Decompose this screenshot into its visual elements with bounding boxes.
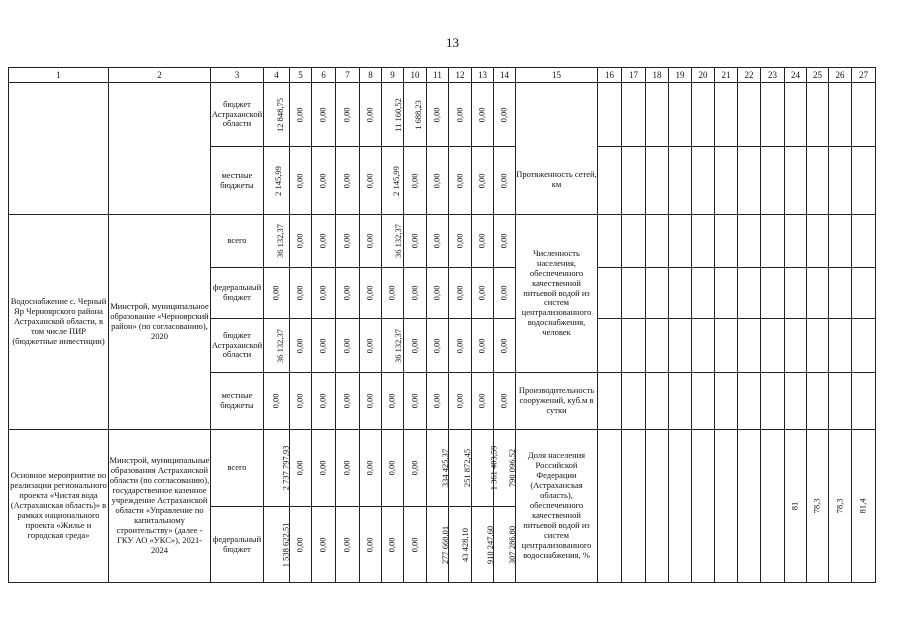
empty-cell	[738, 373, 761, 430]
col-header: 4	[264, 68, 290, 83]
indicator-cell: Производительность сооружений, куб.м в сутки	[516, 373, 598, 430]
value-cell: 1 361 403,59	[472, 430, 494, 507]
event-name-cell: Основное мероприятие по реализации регионального проекта «Чистая вода (Астраханская область)» в рамках национального проекта «Жилье и городская среда»	[9, 430, 109, 583]
value-cell: 0,00	[312, 507, 336, 583]
empty-cell	[669, 83, 692, 147]
empty-cell	[761, 319, 785, 373]
empty-cell	[829, 319, 852, 373]
value-cell: 0,00	[449, 319, 472, 373]
value-cell: 0,00	[336, 215, 360, 268]
empty-cell	[785, 83, 807, 147]
empty-cell	[807, 373, 829, 430]
col-header: 6	[312, 68, 336, 83]
value-cell: 0,00	[312, 430, 336, 507]
table-row	[9, 215, 876, 268]
empty-cell	[715, 215, 738, 268]
empty-cell	[829, 147, 852, 215]
empty-cell	[807, 215, 829, 268]
empty-cell	[622, 83, 646, 147]
col-header: 21	[715, 68, 738, 83]
indicator-cell: Протяженность сетей, км	[516, 147, 598, 215]
col-header: 13	[472, 68, 494, 83]
value-cell: 0,00	[472, 83, 494, 147]
empty-cell	[646, 147, 669, 215]
value-cell: 0,00	[360, 373, 382, 430]
empty-cell	[715, 373, 738, 430]
value-cell: 0,00	[494, 215, 516, 268]
value-cell: 0,00	[290, 215, 312, 268]
col-header: 2	[109, 68, 211, 83]
col-header: 9	[382, 68, 404, 83]
value-cell: 0,00	[264, 268, 290, 319]
col-header: 5	[290, 68, 312, 83]
empty-cell	[829, 373, 852, 430]
empty-cell	[785, 215, 807, 268]
empty-cell	[738, 147, 761, 215]
value-cell: 0,00	[360, 147, 382, 215]
value-cell: 0,00	[290, 430, 312, 507]
empty-cell	[692, 83, 715, 147]
value-cell: 0,00	[382, 430, 404, 507]
empty-cell	[761, 373, 785, 430]
value-cell: 0,00	[336, 507, 360, 583]
empty-cell	[692, 268, 715, 319]
col-header: 25	[807, 68, 829, 83]
empty-cell	[669, 373, 692, 430]
indicator-cell	[516, 83, 598, 147]
value-cell: 36 132,37	[264, 319, 290, 373]
empty-cell	[598, 83, 622, 147]
indicator-cell: Доля населения Российской Федерации (Астраханская область), обеспеченного качественной питьевой водой из систем централизованного водоснабжения, %	[516, 430, 598, 583]
value-cell: 0,00	[312, 83, 336, 147]
empty-cell	[598, 319, 622, 373]
empty-cell	[715, 83, 738, 147]
value-cell: 0,00	[360, 319, 382, 373]
col-header: 8	[360, 68, 382, 83]
value-cell: 277 660,01	[427, 507, 449, 583]
value-cell: 0,00	[360, 83, 382, 147]
col-header: 14	[494, 68, 516, 83]
indicator-cell: Численность населения, обеспеченного качественной питьевой водой из систем централизованного водоснабжения, человек	[516, 215, 598, 373]
value-cell: 36 132,37	[264, 215, 290, 268]
funding-source: федеральный бюджет	[211, 268, 264, 319]
empty-cell	[622, 430, 646, 583]
value-cell: 0,00	[290, 83, 312, 147]
event-name-cell	[9, 83, 109, 215]
value-cell: 0,00	[312, 215, 336, 268]
value-cell: 0,00	[360, 268, 382, 319]
value-cell: 307 286,80	[494, 507, 516, 583]
empty-cell	[669, 268, 692, 319]
value-cell: 0,00	[336, 147, 360, 215]
event-name-cell: Водоснабжение с. Черный Яр Черноярского района Астраханской области, в том числе ПИР (бюджетные инвестиции)	[9, 215, 109, 430]
value-cell: 0,00	[312, 319, 336, 373]
value-cell: 251 872,45	[449, 430, 472, 507]
value-cell: 910 247,60	[472, 507, 494, 583]
col-header: 1	[9, 68, 109, 83]
empty-cell	[646, 373, 669, 430]
empty-cell	[829, 268, 852, 319]
value-cell: 0,00	[494, 319, 516, 373]
empty-cell	[829, 215, 852, 268]
empty-cell	[598, 373, 622, 430]
column-number-row	[9, 68, 876, 83]
empty-cell	[852, 83, 876, 147]
empty-cell	[738, 83, 761, 147]
value-cell: 0,00	[449, 215, 472, 268]
value-cell: 12 848,75	[264, 83, 290, 147]
empty-cell	[738, 319, 761, 373]
target-value-cell: 81,4	[852, 430, 876, 583]
empty-cell	[785, 147, 807, 215]
value-cell: 0,00	[312, 373, 336, 430]
col-header: 3	[211, 68, 264, 83]
value-cell: 0,00	[312, 268, 336, 319]
empty-cell	[622, 268, 646, 319]
col-header: 17	[622, 68, 646, 83]
value-cell: 0,00	[449, 268, 472, 319]
col-header: 23	[761, 68, 785, 83]
empty-cell	[669, 215, 692, 268]
value-cell: 0,00	[336, 319, 360, 373]
empty-cell	[598, 268, 622, 319]
col-header: 18	[646, 68, 669, 83]
value-cell: 0,00	[449, 373, 472, 430]
empty-cell	[598, 147, 622, 215]
value-cell: 0,00	[494, 147, 516, 215]
empty-cell	[738, 215, 761, 268]
empty-cell	[692, 147, 715, 215]
funding-source: местные бюджеты	[211, 373, 264, 430]
empty-cell	[785, 373, 807, 430]
value-cell: 0,00	[427, 268, 449, 319]
empty-cell	[785, 268, 807, 319]
value-cell: 1 688,23	[404, 83, 427, 147]
value-cell: 0,00	[472, 373, 494, 430]
budget-table	[8, 67, 876, 583]
value-cell: 0,00	[290, 507, 312, 583]
empty-cell	[852, 215, 876, 268]
empty-cell	[761, 268, 785, 319]
value-cell: 0,00	[449, 147, 472, 215]
empty-cell	[852, 373, 876, 430]
funding-source: бюджет Астраханской области	[211, 319, 264, 373]
funding-source: местные бюджеты	[211, 147, 264, 215]
empty-cell	[761, 430, 785, 583]
funding-source: всего	[211, 215, 264, 268]
value-cell: 0,00	[427, 147, 449, 215]
col-header: 27	[852, 68, 876, 83]
empty-cell	[692, 215, 715, 268]
value-cell: 0,00	[290, 373, 312, 430]
empty-cell	[692, 319, 715, 373]
empty-cell	[852, 268, 876, 319]
table-row	[9, 430, 876, 507]
col-header: 22	[738, 68, 761, 83]
funding-source: бюджет Астраханской области	[211, 83, 264, 147]
empty-cell	[715, 268, 738, 319]
col-header: 19	[669, 68, 692, 83]
empty-cell	[646, 319, 669, 373]
empty-cell	[646, 430, 669, 583]
value-cell: 36 132,37	[382, 319, 404, 373]
executor-cell: Минстрой, муниципальные образования Астраханской области (по согласованию), государственное казенное учреждение Астраханской области «Управление по капитальному строительству» (далее - ГКУ АО «УКС»), 2021-2024	[109, 430, 211, 583]
empty-cell	[646, 268, 669, 319]
value-cell: 790 096,52	[494, 430, 516, 507]
empty-cell	[761, 83, 785, 147]
empty-cell	[715, 430, 738, 583]
value-cell: 0,00	[472, 215, 494, 268]
value-cell: 36 132,37	[382, 215, 404, 268]
value-cell: 0,00	[312, 147, 336, 215]
empty-cell	[738, 430, 761, 583]
empty-cell	[692, 373, 715, 430]
value-cell: 0,00	[472, 319, 494, 373]
value-cell: 2 145,99	[264, 147, 290, 215]
empty-cell	[829, 83, 852, 147]
value-cell: 0,00	[427, 83, 449, 147]
col-header: 24	[785, 68, 807, 83]
empty-cell	[646, 215, 669, 268]
value-cell: 2 737 797,93	[264, 430, 290, 507]
value-cell: 11 160,52	[382, 83, 404, 147]
value-cell: 0,00	[336, 430, 360, 507]
empty-cell	[807, 147, 829, 215]
col-header: 10	[404, 68, 427, 83]
col-header: 26	[829, 68, 852, 83]
empty-cell	[785, 319, 807, 373]
funding-source: федеральный бюджет	[211, 507, 264, 583]
value-cell: 0,00	[404, 147, 427, 215]
value-cell: 0,00	[404, 268, 427, 319]
value-cell: 0,00	[494, 83, 516, 147]
empty-cell	[669, 319, 692, 373]
empty-cell	[738, 268, 761, 319]
value-cell: 0,00	[264, 373, 290, 430]
value-cell: 2 145,99	[382, 147, 404, 215]
empty-cell	[807, 319, 829, 373]
empty-cell	[807, 83, 829, 147]
value-cell: 0,00	[404, 319, 427, 373]
value-cell: 0,00	[404, 373, 427, 430]
target-value-cell: 78,3	[807, 430, 829, 583]
value-cell: 0,00	[336, 83, 360, 147]
col-header: 11	[427, 68, 449, 83]
value-cell: 0,00	[427, 373, 449, 430]
col-header: 7	[336, 68, 360, 83]
value-cell: 0,00	[494, 373, 516, 430]
value-cell: 0,00	[290, 268, 312, 319]
empty-cell	[715, 147, 738, 215]
value-cell: 0,00	[360, 507, 382, 583]
value-cell: 0,00	[404, 507, 427, 583]
col-header: 15	[516, 68, 598, 83]
value-cell: 0,00	[290, 147, 312, 215]
value-cell: 0,00	[360, 215, 382, 268]
value-cell: 0,00	[427, 319, 449, 373]
col-header: 16	[598, 68, 622, 83]
value-cell: 0,00	[382, 268, 404, 319]
empty-cell	[761, 215, 785, 268]
empty-cell	[622, 319, 646, 373]
col-header: 20	[692, 68, 715, 83]
value-cell: 0,00	[427, 215, 449, 268]
empty-cell	[646, 83, 669, 147]
value-cell: 0,00	[360, 430, 382, 507]
empty-cell	[598, 430, 622, 583]
empty-cell	[669, 430, 692, 583]
value-cell: 43 428,10	[449, 507, 472, 583]
executor-cell: Минстрой, муниципальное образование «Черноярский район» (по согласованию), 2020	[109, 215, 211, 430]
empty-cell	[622, 215, 646, 268]
value-cell: 0,00	[472, 147, 494, 215]
value-cell: 0,00	[336, 373, 360, 430]
empty-cell	[852, 319, 876, 373]
target-value-cell: 78,3	[829, 430, 852, 583]
target-value-cell: 81	[785, 430, 807, 583]
table-row	[9, 83, 876, 147]
empty-cell	[598, 215, 622, 268]
executor-cell	[109, 83, 211, 215]
value-cell: 1 538 622,51	[264, 507, 290, 583]
empty-cell	[807, 268, 829, 319]
page-number: 13	[446, 35, 459, 50]
empty-cell	[669, 147, 692, 215]
empty-cell	[715, 319, 738, 373]
empty-cell	[622, 373, 646, 430]
funding-source: всего	[211, 430, 264, 507]
value-cell: 334 425,37	[427, 430, 449, 507]
value-cell: 0,00	[449, 83, 472, 147]
value-cell: 0,00	[404, 215, 427, 268]
value-cell: 0,00	[382, 507, 404, 583]
value-cell: 0,00	[382, 373, 404, 430]
col-header: 12	[449, 68, 472, 83]
empty-cell	[852, 147, 876, 215]
empty-cell	[761, 147, 785, 215]
value-cell: 0,00	[472, 268, 494, 319]
value-cell: 0,00	[494, 268, 516, 319]
empty-cell	[622, 147, 646, 215]
value-cell: 0,00	[336, 268, 360, 319]
empty-cell	[692, 430, 715, 583]
value-cell: 0,00	[290, 319, 312, 373]
value-cell: 0,00	[404, 430, 427, 507]
